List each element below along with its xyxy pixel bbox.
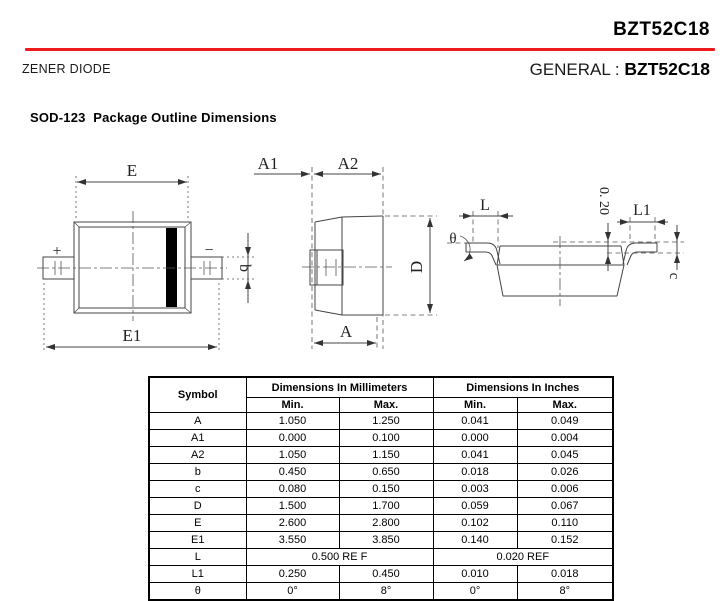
value-cell: 0.041 xyxy=(433,413,517,430)
symbol-cell: D xyxy=(149,498,246,515)
value-cell: 0.006 xyxy=(517,481,613,498)
dim-label-theta: θ xyxy=(449,231,457,247)
value-cell: 0.004 xyxy=(517,430,613,447)
value-cell: 0.080 xyxy=(246,481,339,498)
value-cell: 8° xyxy=(339,583,433,601)
dim-label-c: c xyxy=(666,272,682,280)
value-cell: 0.250 xyxy=(246,566,339,583)
value-cell: 0.018 xyxy=(517,566,613,583)
value-cell: 0.650 xyxy=(339,464,433,481)
value-cell: 0.045 xyxy=(517,447,613,464)
table-row xyxy=(149,515,613,532)
value-cell: 0.067 xyxy=(517,498,613,515)
value-cell: 0.020 REF xyxy=(433,549,613,566)
table-row xyxy=(149,430,613,447)
dim-A xyxy=(314,317,377,348)
value-cell: 0.003 xyxy=(433,481,517,498)
table-header-row xyxy=(149,377,613,398)
value-cell: 0.026 xyxy=(517,464,613,481)
value-cell: 3.550 xyxy=(246,532,339,549)
symbol-cell: L1 xyxy=(149,566,246,583)
value-cell: 0.500 RE F xyxy=(246,549,433,566)
dim-label-E1: E1 xyxy=(122,326,142,345)
value-cell: 0.049 xyxy=(517,413,613,430)
value-cell: 0.152 xyxy=(517,532,613,549)
symbol-cell: A1 xyxy=(149,430,246,447)
value-cell: 3.850 xyxy=(339,532,433,549)
table-row xyxy=(149,447,613,464)
table-row xyxy=(149,481,613,498)
dim-E1 xyxy=(44,283,219,352)
section-title: SOD-123 Package Outline Dimensions xyxy=(30,110,277,125)
value-cell: 0° xyxy=(433,583,517,601)
cathode-band xyxy=(166,228,177,307)
value-cell: 0.000 xyxy=(246,430,339,447)
col-header-inch: Dimensions In Inches xyxy=(433,377,613,398)
dim-D xyxy=(385,216,437,315)
part-number-title: BZT52C18 xyxy=(613,19,710,40)
table-row xyxy=(149,549,613,566)
dim-label-b: b xyxy=(236,264,253,272)
dim-L1 xyxy=(617,202,668,242)
dim-c xyxy=(666,225,682,280)
table-row xyxy=(149,464,613,481)
end-view-drawing xyxy=(254,154,437,349)
value-cell: 0.000 xyxy=(433,430,517,447)
col-header-in-max: Max. xyxy=(517,398,613,413)
device-type-label: ZENER DIODE xyxy=(22,62,111,76)
package-outline-drawings xyxy=(20,150,710,378)
symbol-cell: c xyxy=(149,481,246,498)
value-cell: 0.100 xyxy=(339,430,433,447)
dimensions-table-body xyxy=(149,377,613,600)
dim-E xyxy=(76,161,188,219)
package-body-top xyxy=(74,222,191,313)
value-cell: 0.450 xyxy=(246,464,339,481)
general-part-number: BZT52C18 xyxy=(624,59,710,79)
value-cell: 0.110 xyxy=(517,515,613,532)
dim-A2 xyxy=(314,154,381,174)
dim-standoff-ref xyxy=(596,187,611,271)
dim-label-L: L xyxy=(480,197,490,214)
general-label: GENERAL : xyxy=(529,60,620,79)
col-header-in-min: Min. xyxy=(433,398,517,413)
value-cell: 0.059 xyxy=(433,498,517,515)
dim-label-A: A xyxy=(339,322,353,341)
table-row xyxy=(149,413,613,430)
value-cell: 1.050 xyxy=(246,447,339,464)
value-cell: 2.600 xyxy=(246,515,339,532)
polarity-plus-label: + xyxy=(52,243,62,260)
general-heading xyxy=(530,59,710,80)
col-header-symbol: Symbol xyxy=(149,377,246,413)
value-cell: 1.150 xyxy=(339,447,433,464)
value-cell: 1.250 xyxy=(339,413,433,430)
symbol-cell: E1 xyxy=(149,532,246,549)
table-row xyxy=(149,532,613,549)
value-cell: 2.800 xyxy=(339,515,433,532)
left-gullwing-lead xyxy=(466,243,500,265)
symbol-cell: A2 xyxy=(149,447,246,464)
header-divider-rule xyxy=(25,48,715,51)
value-cell: 0.018 xyxy=(433,464,517,481)
value-cell: 0.450 xyxy=(339,566,433,583)
top-view-drawing xyxy=(37,161,255,352)
col-header-mm-min: Min. xyxy=(246,398,339,413)
symbol-cell: θ xyxy=(149,583,246,601)
col-header-mm-max: Max. xyxy=(339,398,433,413)
dim-A1 xyxy=(254,154,310,174)
symbol-cell: b xyxy=(149,464,246,481)
value-cell: 0° xyxy=(246,583,339,601)
value-cell: 0.041 xyxy=(433,447,517,464)
dim-label-standoff-ref: 0. 20 xyxy=(596,187,611,215)
value-cell: 1.050 xyxy=(246,413,339,430)
dim-label-A2: A2 xyxy=(337,154,359,173)
side-view-drawing xyxy=(447,187,684,306)
polarity-minus-label: − xyxy=(204,242,214,259)
value-cell: 1.500 xyxy=(246,498,339,515)
dim-label-D: D xyxy=(407,260,426,274)
value-cell: 1.700 xyxy=(339,498,433,515)
dim-label-A1: A1 xyxy=(257,154,279,173)
dim-label-E: E xyxy=(126,161,138,180)
package-body-end xyxy=(315,216,383,315)
value-cell: 0.150 xyxy=(339,481,433,498)
value-cell: 0.102 xyxy=(433,515,517,532)
col-header-mm: Dimensions In Millimeters xyxy=(246,377,433,398)
table-row xyxy=(149,566,613,583)
right-gullwing-lead xyxy=(623,243,657,265)
dimensions-table xyxy=(148,376,614,601)
dim-label-L1: L1 xyxy=(633,202,651,219)
symbol-cell: L xyxy=(149,549,246,566)
package-body-side xyxy=(497,246,624,296)
symbol-cell: E xyxy=(149,515,246,532)
value-cell: 0.140 xyxy=(433,532,517,549)
value-cell: 0.010 xyxy=(433,566,517,583)
dim-theta xyxy=(447,231,471,261)
table-row xyxy=(149,498,613,515)
value-cell: 8° xyxy=(517,583,613,601)
symbol-cell: A xyxy=(149,413,246,430)
table-row xyxy=(149,583,613,601)
